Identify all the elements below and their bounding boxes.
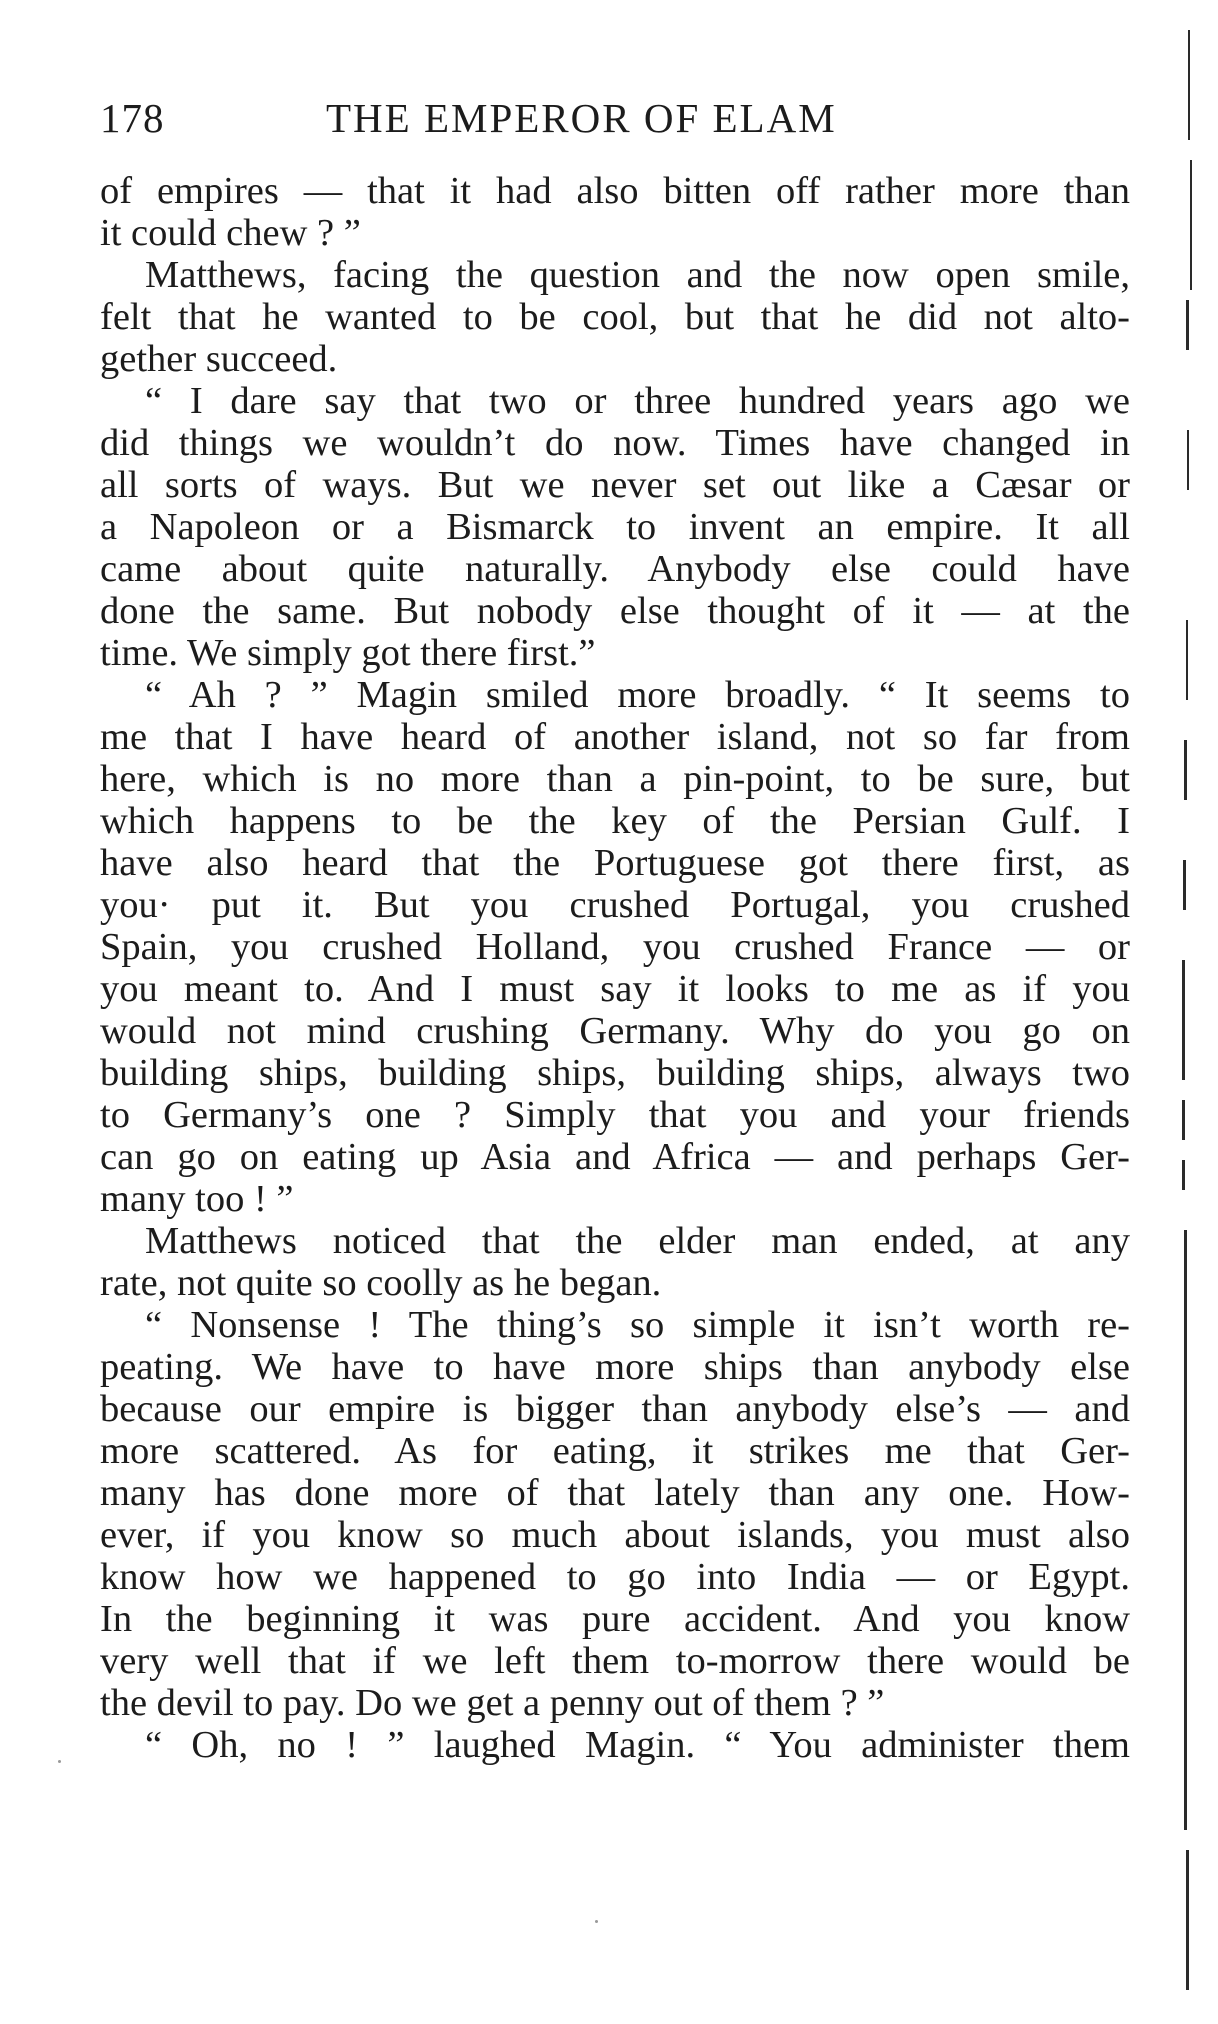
paper-speck — [58, 1760, 61, 1763]
text-line: would not mind crushing Germany. Why do you go on — [100, 1010, 1130, 1052]
text-body — [100, 170, 1130, 1766]
text-line: here, which is no more than a pin-point, to be sure, but — [100, 758, 1130, 800]
page-number: 178 — [100, 95, 165, 141]
text-line: very well that if we left them to-morrow there would be — [100, 1640, 1130, 1682]
text-line: Spain, you crushed Holland, you crushed France — or — [100, 926, 1130, 968]
binding-edge-mark — [1186, 1850, 1189, 1990]
text-line: many too ! ” — [100, 1178, 294, 1220]
text-line: ever, if you know so much about islands, you must also — [100, 1514, 1130, 1556]
binding-edge-mark — [1184, 740, 1187, 800]
text-line: felt that he wanted to be cool, but that he did not alto- — [100, 296, 1130, 338]
binding-edge-mark — [1188, 30, 1190, 140]
text-line: know how we happened to go into India — or Egypt. — [100, 1556, 1130, 1598]
text-line: you meant to. And I must say it looks to me as if you — [100, 968, 1130, 1010]
text-line: more scattered. As for eating, it strikes me that Ger- — [100, 1430, 1130, 1472]
text-line: because our empire is bigger than anybody else’s — and — [100, 1388, 1130, 1430]
text-line: “ Oh, no ! ” laughed Magin. “ You administer them — [145, 1724, 1130, 1766]
text-line: “ I dare say that two or three hundred years ago we — [145, 380, 1130, 422]
text-line: done the same. But nobody else thought of it — at the — [100, 590, 1130, 632]
binding-edge-mark — [1182, 960, 1185, 1080]
text-line: gether succeed. — [100, 338, 338, 380]
text-line: can go on eating up Asia and Africa — and perhaps Ger- — [100, 1136, 1130, 1178]
text-line: you· put it. But you crushed Portugal, you crushed — [100, 884, 1130, 926]
text-line: it could chew ? ” — [100, 212, 361, 254]
binding-edge-mark — [1184, 1230, 1187, 1830]
binding-edge-mark — [1187, 430, 1189, 490]
text-line: of empires — that it had also bitten off rather more than — [100, 170, 1130, 212]
text-line: to Germany’s one ? Simply that you and your friends — [100, 1094, 1130, 1136]
text-line: In the beginning it was pure accident. And you know — [100, 1598, 1130, 1640]
binding-edge-mark — [1190, 160, 1192, 290]
binding-edge-mark — [1186, 620, 1188, 700]
binding-edge-mark — [1182, 1100, 1185, 1140]
binding-edge-mark — [1183, 860, 1186, 910]
text-line: “ Ah ? ” Magin smiled more broadly. “ It seems to — [145, 674, 1130, 716]
text-line: came about quite naturally. Anybody else could have — [100, 548, 1130, 590]
text-line: peating. We have to have more ships than anybody else — [100, 1346, 1130, 1388]
text-line: building ships, building ships, building ships, always two — [100, 1052, 1130, 1094]
text-line: have also heard that the Portuguese got there first, as — [100, 842, 1130, 884]
text-line: time. We simply got there first.” — [100, 632, 596, 674]
text-line: a Napoleon or a Bismarck to invent an empire. It all — [100, 506, 1130, 548]
book-title: THE EMPEROR OF ELAM — [326, 95, 837, 141]
text-line: “ Nonsense ! The thing’s so simple it isn’t worth re- — [145, 1304, 1130, 1346]
text-line: the devil to pay. Do we get a penny out of them ? ” — [100, 1682, 885, 1724]
binding-edge-mark — [1182, 1160, 1185, 1190]
text-line: Matthews, facing the question and the now open smile, — [145, 254, 1130, 296]
binding-edge-mark — [1186, 300, 1189, 350]
running-head — [100, 94, 1140, 154]
text-line: me that I have heard of another island, not so far from — [100, 716, 1130, 758]
text-line: did things we wouldn’t do now. Times have changed in — [100, 422, 1130, 464]
text-line: Matthews noticed that the elder man ended, at any — [145, 1220, 1130, 1262]
text-line: many has done more of that lately than any one. How- — [100, 1472, 1130, 1514]
text-line: all sorts of ways. But we never set out like a Cæsar or — [100, 464, 1130, 506]
paper-speck — [595, 1920, 598, 1923]
text-line: rate, not quite so coolly as he began. — [100, 1262, 662, 1304]
text-line: which happens to be the key of the Persian Gulf. I — [100, 800, 1130, 842]
